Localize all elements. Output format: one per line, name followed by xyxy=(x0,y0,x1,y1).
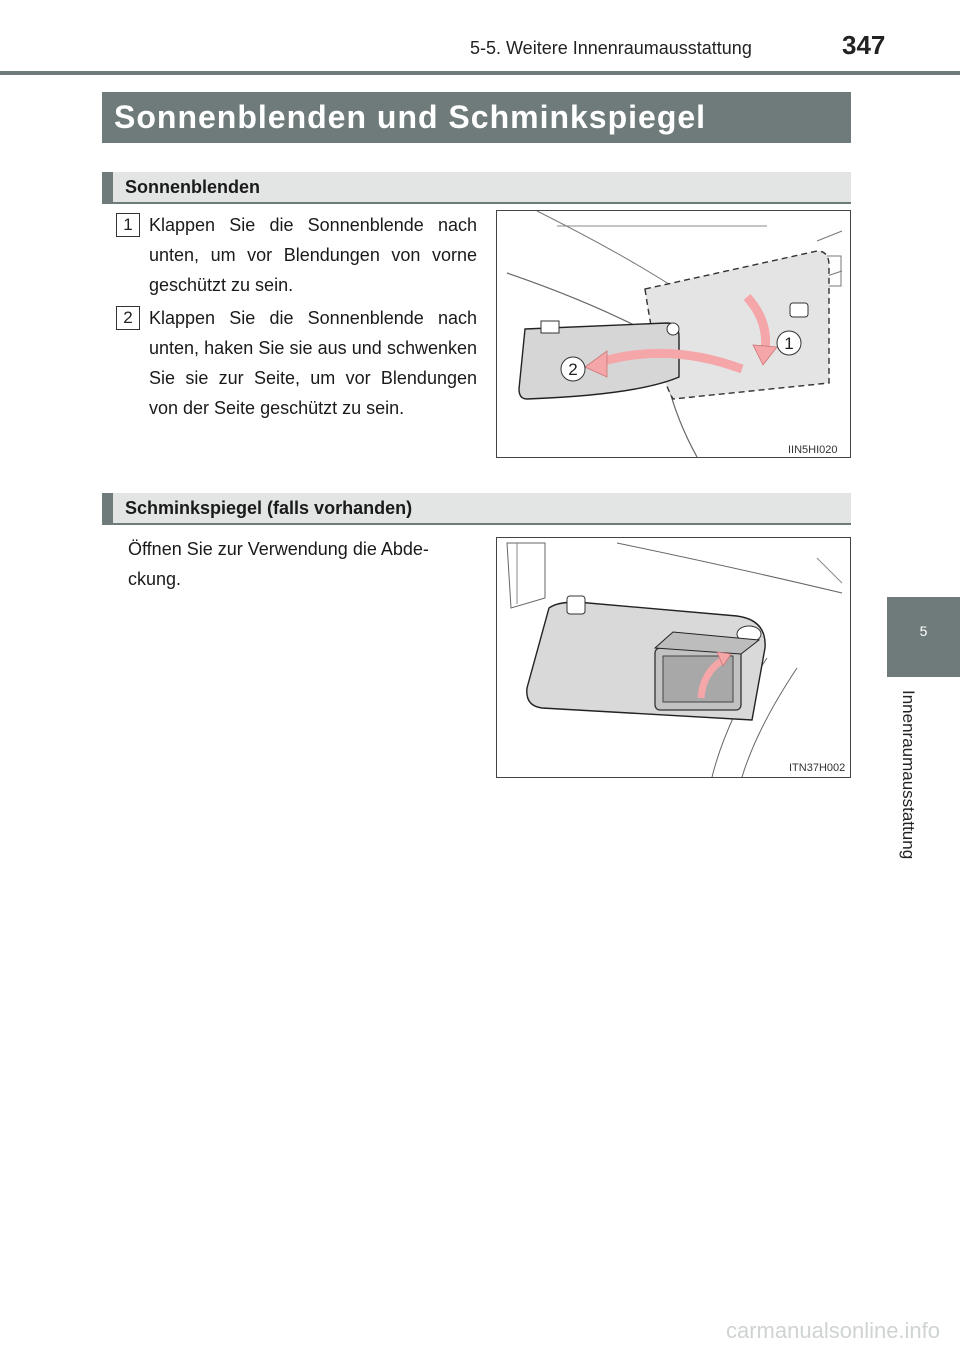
page-number: 347 xyxy=(842,30,886,60)
callout-1: 1 xyxy=(784,334,794,353)
figure-code: ITN37H002 xyxy=(789,762,846,774)
section-heading-schminkspiegel: Schminkspiegel (falls vorhanden) xyxy=(102,493,851,525)
vanity-mirror-figure xyxy=(496,537,851,778)
chapter-tab xyxy=(887,597,960,677)
figure-code: IIN5HI020 xyxy=(788,444,838,456)
callout-2: 2 xyxy=(568,360,578,379)
step-2-badge: 2 xyxy=(116,306,140,330)
section-heading-sonnenblenden: Sonnenblenden xyxy=(102,172,851,204)
sun-visor-illustration xyxy=(497,211,850,457)
vanity-mirror-illustration xyxy=(497,538,850,777)
header-rule xyxy=(0,71,960,75)
mirror-instruction-text: Öffnen Sie zur Verwendung die Abde-ckung. xyxy=(128,539,429,589)
step-1-text: Klappen Sie die Sonnenblende nach unten, um vor Blendungen von vorne geschützt zu sein. xyxy=(149,215,477,295)
chapter-label: Innenraumausstattung xyxy=(899,690,918,860)
sun-visor-figure xyxy=(496,210,851,458)
running-header: 5-5. Weitere Innenraumausstattung xyxy=(470,38,752,58)
chapter-number: 5 xyxy=(919,623,928,639)
watermark-text: carmanualsonline.info xyxy=(726,1318,941,1343)
step-2-text: Klappen Sie die Sonnenblende nach unten, haken Sie sie aus und schwenken Sie sie zur Seite, um vor Blendungen von der Seite geschützt zu sein. xyxy=(149,308,477,418)
page-title: Sonnenblenden und Schminkspiegel xyxy=(102,92,851,143)
step-1-badge: 1 xyxy=(116,213,140,237)
